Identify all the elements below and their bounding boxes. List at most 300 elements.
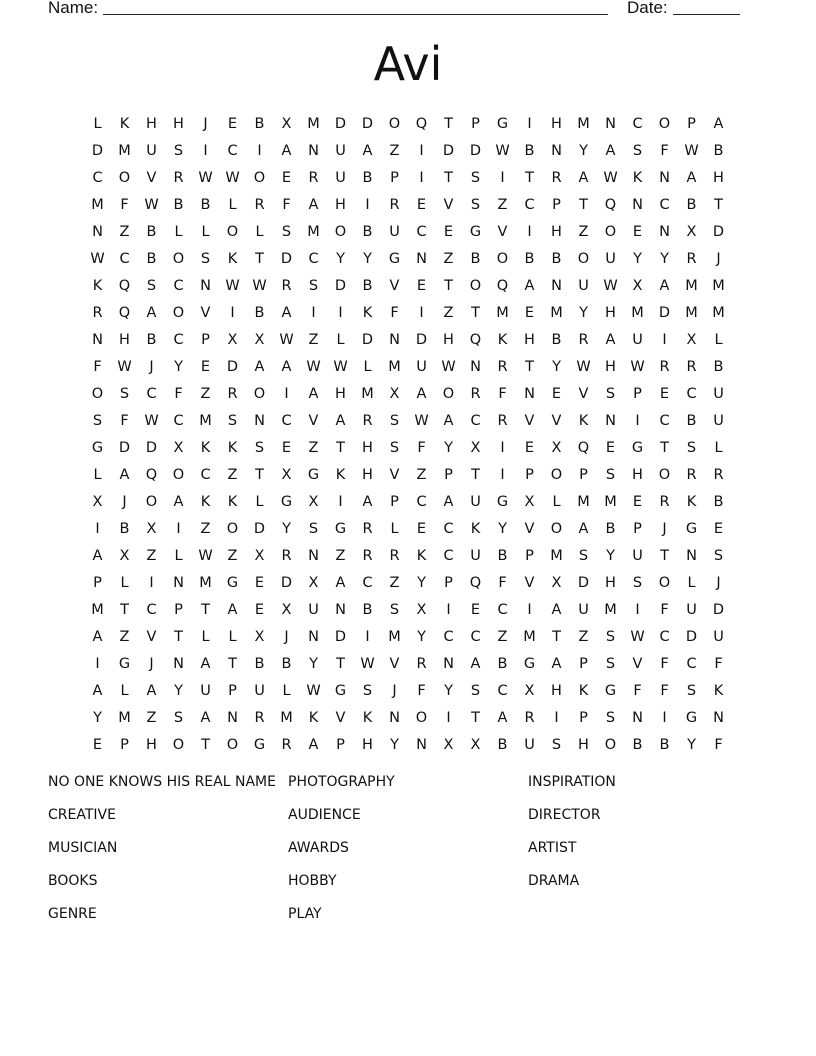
grid-letter[interactable]: A xyxy=(443,413,454,429)
grid-letter[interactable]: H xyxy=(362,467,373,483)
grid-letter[interactable]: X xyxy=(281,467,292,483)
grid-letter[interactable]: J xyxy=(716,575,721,591)
grid-letter[interactable]: D xyxy=(685,629,698,645)
grid-letter[interactable]: T xyxy=(579,197,588,213)
grid-letter[interactable]: E xyxy=(416,197,427,213)
grid-letter[interactable]: M xyxy=(280,710,293,726)
grid-letter[interactable]: N xyxy=(173,575,184,591)
grid-letter[interactable]: W xyxy=(360,656,375,672)
grid-letter[interactable]: O xyxy=(469,278,482,294)
grid-letter[interactable]: W xyxy=(117,359,132,375)
grid-letter[interactable]: R xyxy=(281,278,292,294)
grid-letter[interactable]: A xyxy=(227,602,238,618)
grid-letter[interactable]: Z xyxy=(497,197,508,213)
grid-letter[interactable]: H xyxy=(605,305,616,321)
grid-letter[interactable]: F xyxy=(390,305,399,321)
grid-letter[interactable]: D xyxy=(712,224,725,240)
grid-letter[interactable]: O xyxy=(226,224,239,240)
grid-letter[interactable]: C xyxy=(470,629,481,645)
grid-letter[interactable]: D xyxy=(145,440,158,456)
grid-letter[interactable]: N xyxy=(308,629,319,645)
grid-letter[interactable]: C xyxy=(281,413,292,429)
grid-letter[interactable]: S xyxy=(173,710,184,726)
grid-letter[interactable]: Z xyxy=(119,224,130,240)
grid-letter[interactable]: P xyxy=(201,332,210,348)
grid-letter[interactable]: X xyxy=(146,521,157,537)
grid-letter[interactable]: R xyxy=(659,359,670,375)
grid-letter[interactable]: F xyxy=(417,440,426,456)
grid-letter[interactable]: W xyxy=(225,170,240,186)
grid-letter[interactable]: N xyxy=(173,656,184,672)
grid-letter[interactable]: B xyxy=(551,332,562,348)
grid-letter[interactable]: R xyxy=(362,413,373,429)
grid-letter[interactable]: P xyxy=(336,737,345,753)
grid-letter[interactable]: B xyxy=(686,413,697,429)
grid-letter[interactable]: E xyxy=(281,170,292,186)
grid-letter[interactable]: Y xyxy=(444,683,453,699)
grid-letter[interactable]: O xyxy=(91,386,104,402)
grid-letter[interactable]: P xyxy=(633,386,642,402)
grid-letter[interactable]: U xyxy=(470,494,481,510)
grid-letter[interactable]: Z xyxy=(443,305,454,321)
grid-letter[interactable]: S xyxy=(605,656,616,672)
grid-letter[interactable]: I xyxy=(419,170,424,186)
grid-letter[interactable]: E xyxy=(92,737,103,753)
grid-letter[interactable]: U xyxy=(578,278,589,294)
grid-letter[interactable]: U xyxy=(605,251,616,267)
grid-letter[interactable]: C xyxy=(146,602,157,618)
grid-letter[interactable]: A xyxy=(470,656,481,672)
grid-letter[interactable]: V xyxy=(308,413,319,429)
grid-letter[interactable]: A xyxy=(281,305,292,321)
grid-letter[interactable]: F xyxy=(660,683,669,699)
grid-letter[interactable]: G xyxy=(523,656,536,672)
grid-letter[interactable]: Z xyxy=(578,629,589,645)
grid-letter[interactable]: C xyxy=(659,413,670,429)
grid-letter[interactable]: N xyxy=(713,710,724,726)
grid-letter[interactable]: O xyxy=(442,386,455,402)
grid-letter[interactable]: P xyxy=(579,710,588,726)
grid-letter[interactable]: R xyxy=(470,386,481,402)
grid-letter[interactable]: Y xyxy=(606,548,615,564)
grid-letter[interactable]: U xyxy=(686,602,697,618)
grid-letter[interactable]: U xyxy=(713,629,724,645)
grid-letter[interactable]: B xyxy=(497,656,508,672)
grid-letter[interactable]: E xyxy=(659,386,670,402)
grid-letter[interactable]: L xyxy=(390,521,399,537)
grid-letter[interactable]: D xyxy=(577,575,590,591)
grid-letter[interactable]: D xyxy=(712,602,725,618)
grid-letter[interactable]: C xyxy=(173,278,184,294)
grid-letter[interactable]: Q xyxy=(118,278,131,294)
grid-letter[interactable]: N xyxy=(605,116,616,132)
grid-letter[interactable]: B xyxy=(146,332,157,348)
grid-letter[interactable]: C xyxy=(119,251,130,267)
grid-letter[interactable]: M xyxy=(388,359,401,375)
grid-letter[interactable]: J xyxy=(662,521,667,537)
grid-letter[interactable]: O xyxy=(658,116,671,132)
grid-letter[interactable]: F xyxy=(714,737,723,753)
grid-letter[interactable]: I xyxy=(95,521,100,537)
grid-letter[interactable]: K xyxy=(227,440,238,456)
grid-letter[interactable]: E xyxy=(632,224,643,240)
grid-letter[interactable]: Y xyxy=(174,683,183,699)
grid-letter[interactable]: A xyxy=(416,386,427,402)
grid-letter[interactable]: S xyxy=(551,737,562,753)
grid-letter[interactable]: R xyxy=(389,548,400,564)
grid-letter[interactable]: K xyxy=(362,305,373,321)
grid-letter[interactable]: J xyxy=(716,251,721,267)
grid-letter[interactable]: M xyxy=(577,116,590,132)
grid-letter[interactable]: A xyxy=(686,170,697,186)
grid-letter[interactable]: A xyxy=(362,494,373,510)
grid-letter[interactable]: X xyxy=(470,440,481,456)
grid-letter[interactable]: P xyxy=(174,602,183,618)
grid-letter[interactable]: I xyxy=(527,116,532,132)
grid-letter[interactable]: M xyxy=(118,710,131,726)
grid-letter[interactable]: F xyxy=(120,413,129,429)
grid-letter[interactable]: U xyxy=(632,332,643,348)
grid-letter[interactable]: O xyxy=(118,170,131,186)
grid-letter[interactable]: H xyxy=(551,116,562,132)
grid-letter[interactable]: E xyxy=(200,359,211,375)
grid-letter[interactable]: B xyxy=(146,224,157,240)
grid-letter[interactable]: P xyxy=(228,683,237,699)
grid-letter[interactable]: S xyxy=(389,413,400,429)
grid-letter[interactable]: U xyxy=(200,683,211,699)
grid-letter[interactable]: I xyxy=(176,521,181,537)
grid-letter[interactable]: A xyxy=(551,656,562,672)
grid-letter[interactable]: A xyxy=(551,602,562,618)
grid-letter[interactable]: A xyxy=(281,143,292,159)
grid-letter[interactable]: W xyxy=(684,143,699,159)
grid-letter[interactable]: U xyxy=(308,602,319,618)
grid-letter[interactable]: M xyxy=(712,305,725,321)
grid-letter[interactable]: N xyxy=(389,710,400,726)
grid-letter[interactable]: X xyxy=(443,737,454,753)
grid-letter[interactable]: M xyxy=(307,116,320,132)
grid-letter[interactable]: J xyxy=(149,359,154,375)
grid-letter[interactable]: M xyxy=(307,224,320,240)
grid-letter[interactable]: S xyxy=(632,143,643,159)
grid-letter[interactable]: D xyxy=(469,143,482,159)
grid-letter[interactable]: P xyxy=(633,521,642,537)
grid-letter[interactable]: U xyxy=(389,224,400,240)
grid-letter[interactable]: M xyxy=(685,305,698,321)
grid-letter[interactable]: O xyxy=(577,251,590,267)
grid-letter[interactable]: V xyxy=(389,467,400,483)
grid-letter[interactable]: A xyxy=(173,494,184,510)
grid-letter[interactable]: U xyxy=(335,170,346,186)
grid-letter[interactable]: D xyxy=(334,116,347,132)
grid-letter[interactable]: X xyxy=(254,332,265,348)
grid-letter[interactable]: S xyxy=(605,629,616,645)
grid-letter[interactable]: S xyxy=(362,683,373,699)
grid-letter[interactable]: P xyxy=(552,197,561,213)
grid-letter[interactable]: G xyxy=(685,521,698,537)
grid-letter[interactable]: A xyxy=(335,575,346,591)
grid-letter[interactable]: A xyxy=(146,305,157,321)
grid-letter[interactable]: D xyxy=(361,332,374,348)
grid-letter[interactable]: G xyxy=(334,683,347,699)
grid-letter[interactable]: S xyxy=(227,413,238,429)
grid-letter[interactable]: K xyxy=(578,683,589,699)
grid-letter[interactable]: I xyxy=(419,143,424,159)
grid-letter[interactable]: L xyxy=(228,197,237,213)
name-field-line[interactable] xyxy=(103,0,608,15)
grid-letter[interactable]: N xyxy=(416,737,427,753)
grid-letter[interactable]: G xyxy=(388,251,401,267)
grid-letter[interactable]: Y xyxy=(579,305,588,321)
grid-letter[interactable]: R xyxy=(92,305,103,321)
grid-letter[interactable]: E xyxy=(281,440,292,456)
grid-letter[interactable]: S xyxy=(308,521,319,537)
grid-letter[interactable]: N xyxy=(551,278,562,294)
grid-letter[interactable]: J xyxy=(149,656,154,672)
grid-letter[interactable]: C xyxy=(443,629,454,645)
grid-letter[interactable]: Z xyxy=(497,629,508,645)
grid-letter[interactable]: T xyxy=(660,440,669,456)
grid-letter[interactable]: C xyxy=(173,413,184,429)
grid-letter[interactable]: X xyxy=(551,575,562,591)
grid-letter[interactable]: I xyxy=(635,602,640,618)
grid-letter[interactable]: A xyxy=(200,656,211,672)
grid-letter[interactable]: F xyxy=(660,602,669,618)
grid-letter[interactable]: U xyxy=(146,143,157,159)
grid-letter[interactable]: I xyxy=(230,305,235,321)
grid-letter[interactable]: B xyxy=(632,737,643,753)
grid-letter[interactable]: L xyxy=(93,467,102,483)
grid-letter[interactable]: L xyxy=(201,224,210,240)
grid-letter[interactable]: P xyxy=(120,737,129,753)
grid-letter[interactable]: A xyxy=(497,710,508,726)
grid-letter[interactable]: A xyxy=(92,629,103,645)
grid-letter[interactable]: M xyxy=(496,305,509,321)
grid-letter[interactable]: X xyxy=(416,602,427,618)
grid-letter[interactable]: I xyxy=(527,602,532,618)
grid-letter[interactable]: V xyxy=(389,656,400,672)
grid-letter[interactable]: N xyxy=(254,413,265,429)
grid-letter[interactable]: C xyxy=(659,629,670,645)
grid-letter[interactable]: F xyxy=(120,197,129,213)
grid-letter[interactable]: X xyxy=(227,332,238,348)
grid-letter[interactable]: H xyxy=(173,116,184,132)
grid-letter[interactable]: I xyxy=(338,494,343,510)
grid-letter[interactable]: N xyxy=(200,278,211,294)
grid-letter[interactable]: I xyxy=(419,305,424,321)
grid-letter[interactable]: C xyxy=(686,386,697,402)
grid-letter[interactable]: Y xyxy=(660,251,669,267)
grid-letter[interactable]: O xyxy=(172,251,185,267)
grid-letter[interactable]: H xyxy=(551,224,562,240)
grid-letter[interactable]: V xyxy=(524,575,535,591)
grid-letter[interactable]: X xyxy=(308,494,319,510)
grid-letter[interactable]: W xyxy=(198,548,213,564)
grid-letter[interactable]: G xyxy=(469,224,482,240)
grid-letter[interactable]: H xyxy=(362,440,373,456)
grid-letter[interactable]: L xyxy=(201,629,210,645)
grid-letter[interactable]: R xyxy=(497,413,508,429)
grid-letter[interactable]: G xyxy=(118,656,131,672)
grid-letter[interactable]: I xyxy=(500,467,505,483)
grid-letter[interactable]: M xyxy=(550,305,563,321)
grid-letter[interactable]: U xyxy=(578,602,589,618)
grid-letter[interactable]: R xyxy=(389,197,400,213)
grid-letter[interactable]: F xyxy=(633,683,642,699)
grid-letter[interactable]: O xyxy=(388,116,401,132)
grid-letter[interactable]: V xyxy=(524,521,535,537)
grid-letter[interactable]: Z xyxy=(200,386,211,402)
grid-letter[interactable]: Y xyxy=(390,737,399,753)
grid-letter[interactable]: T xyxy=(120,602,129,618)
grid-letter[interactable]: I xyxy=(257,143,262,159)
grid-letter[interactable]: B xyxy=(146,251,157,267)
grid-letter[interactable]: N xyxy=(659,170,670,186)
grid-letter[interactable]: S xyxy=(389,602,400,618)
grid-letter[interactable]: X xyxy=(281,116,292,132)
grid-letter[interactable]: C xyxy=(443,521,454,537)
grid-letter[interactable]: W xyxy=(198,170,213,186)
grid-letter[interactable]: B xyxy=(362,602,373,618)
grid-letter[interactable]: Y xyxy=(444,440,453,456)
grid-letter[interactable]: R xyxy=(686,467,697,483)
grid-letter[interactable]: R xyxy=(524,710,535,726)
grid-letter[interactable]: B xyxy=(470,251,481,267)
grid-letter[interactable]: F xyxy=(498,575,507,591)
grid-letter[interactable]: M xyxy=(523,629,536,645)
grid-letter[interactable]: Z xyxy=(227,467,238,483)
grid-letter[interactable]: H xyxy=(146,737,157,753)
grid-letter[interactable]: K xyxy=(713,683,724,699)
grid-letter[interactable]: I xyxy=(500,440,505,456)
grid-letter[interactable]: N xyxy=(308,548,319,564)
grid-letter[interactable]: B xyxy=(659,737,670,753)
grid-letter[interactable]: L xyxy=(255,494,264,510)
grid-letter[interactable]: T xyxy=(444,116,453,132)
grid-letter[interactable]: N xyxy=(605,413,616,429)
grid-letter[interactable]: F xyxy=(417,683,426,699)
grid-letter[interactable]: I xyxy=(365,197,370,213)
grid-letter[interactable]: M xyxy=(685,278,698,294)
grid-letter[interactable]: Y xyxy=(579,143,588,159)
grid-letter[interactable]: N xyxy=(686,548,697,564)
grid-letter[interactable]: T xyxy=(471,305,480,321)
grid-letter[interactable]: X xyxy=(92,494,103,510)
grid-letter[interactable]: G xyxy=(253,737,266,753)
grid-letter[interactable]: W xyxy=(306,359,321,375)
grid-letter[interactable]: S xyxy=(146,278,157,294)
grid-letter[interactable]: F xyxy=(660,656,669,672)
grid-letter[interactable]: K xyxy=(686,494,697,510)
grid-letter[interactable]: M xyxy=(550,548,563,564)
grid-letter[interactable]: K xyxy=(362,710,373,726)
grid-letter[interactable]: M xyxy=(712,278,725,294)
grid-letter[interactable]: I xyxy=(635,413,640,429)
grid-letter[interactable]: L xyxy=(120,575,129,591)
grid-letter[interactable]: S xyxy=(92,413,103,429)
grid-letter[interactable]: N xyxy=(551,143,562,159)
grid-letter[interactable]: H xyxy=(605,359,616,375)
grid-letter[interactable]: O xyxy=(226,737,239,753)
grid-letter[interactable]: N xyxy=(308,143,319,159)
grid-letter[interactable]: X xyxy=(551,440,562,456)
grid-letter[interactable]: U xyxy=(416,359,427,375)
grid-letter[interactable]: O xyxy=(496,251,509,267)
grid-letter[interactable]: B xyxy=(497,548,508,564)
grid-letter[interactable]: Z xyxy=(308,332,319,348)
grid-letter[interactable]: Q xyxy=(118,305,131,321)
grid-letter[interactable]: M xyxy=(199,575,212,591)
grid-letter[interactable]: A xyxy=(281,359,292,375)
grid-letter[interactable]: V xyxy=(146,170,157,186)
grid-letter[interactable]: X xyxy=(632,278,643,294)
grid-letter[interactable]: A xyxy=(200,710,211,726)
grid-letter[interactable]: D xyxy=(361,116,374,132)
grid-letter[interactable]: E xyxy=(605,440,616,456)
grid-letter[interactable]: A xyxy=(92,683,103,699)
grid-letter[interactable]: E xyxy=(254,575,265,591)
grid-letter[interactable]: M xyxy=(577,494,590,510)
grid-letter[interactable]: O xyxy=(226,521,239,537)
grid-letter[interactable]: S xyxy=(119,386,130,402)
grid-letter[interactable]: Y xyxy=(552,359,561,375)
grid-letter[interactable]: K xyxy=(227,251,238,267)
grid-letter[interactable]: J xyxy=(392,683,397,699)
grid-letter[interactable]: C xyxy=(227,143,238,159)
grid-letter[interactable]: Z xyxy=(443,251,454,267)
grid-letter[interactable]: C xyxy=(524,197,535,213)
grid-letter[interactable]: R xyxy=(686,251,697,267)
grid-letter[interactable]: B xyxy=(362,170,373,186)
grid-letter[interactable]: Z xyxy=(308,440,319,456)
grid-letter[interactable]: M xyxy=(604,494,617,510)
grid-letter[interactable]: C xyxy=(92,170,103,186)
grid-letter[interactable]: F xyxy=(282,197,291,213)
grid-letter[interactable]: N xyxy=(335,602,346,618)
grid-letter[interactable]: Y xyxy=(633,251,642,267)
grid-letter[interactable]: A xyxy=(605,332,616,348)
grid-letter[interactable]: C xyxy=(659,197,670,213)
grid-letter[interactable]: R xyxy=(362,548,373,564)
grid-letter[interactable]: B xyxy=(254,656,265,672)
grid-letter[interactable]: T xyxy=(444,170,453,186)
grid-letter[interactable]: E xyxy=(524,305,535,321)
grid-letter[interactable]: X xyxy=(686,224,697,240)
grid-letter[interactable]: N xyxy=(470,359,481,375)
grid-letter[interactable]: Y xyxy=(687,737,696,753)
grid-letter[interactable]: B xyxy=(686,197,697,213)
grid-letter[interactable]: C xyxy=(173,332,184,348)
grid-letter[interactable]: N xyxy=(227,710,238,726)
grid-letter[interactable]: C xyxy=(632,116,643,132)
grid-letter[interactable]: X xyxy=(119,548,130,564)
grid-letter[interactable]: T xyxy=(714,197,723,213)
grid-letter[interactable]: H xyxy=(119,332,130,348)
grid-letter[interactable]: U xyxy=(335,143,346,159)
grid-letter[interactable]: F xyxy=(498,386,507,402)
grid-letter[interactable]: P xyxy=(444,575,453,591)
grid-letter[interactable]: T xyxy=(336,440,345,456)
grid-letter[interactable]: N xyxy=(443,656,454,672)
grid-letter[interactable]: L xyxy=(174,548,183,564)
grid-letter[interactable]: D xyxy=(415,332,428,348)
grid-letter[interactable]: E xyxy=(227,116,238,132)
grid-letter[interactable]: N xyxy=(92,224,103,240)
grid-letter[interactable]: Q xyxy=(469,575,482,591)
grid-letter[interactable]: U xyxy=(254,683,265,699)
grid-letter[interactable]: U xyxy=(470,548,481,564)
grid-letter[interactable]: U xyxy=(632,548,643,564)
